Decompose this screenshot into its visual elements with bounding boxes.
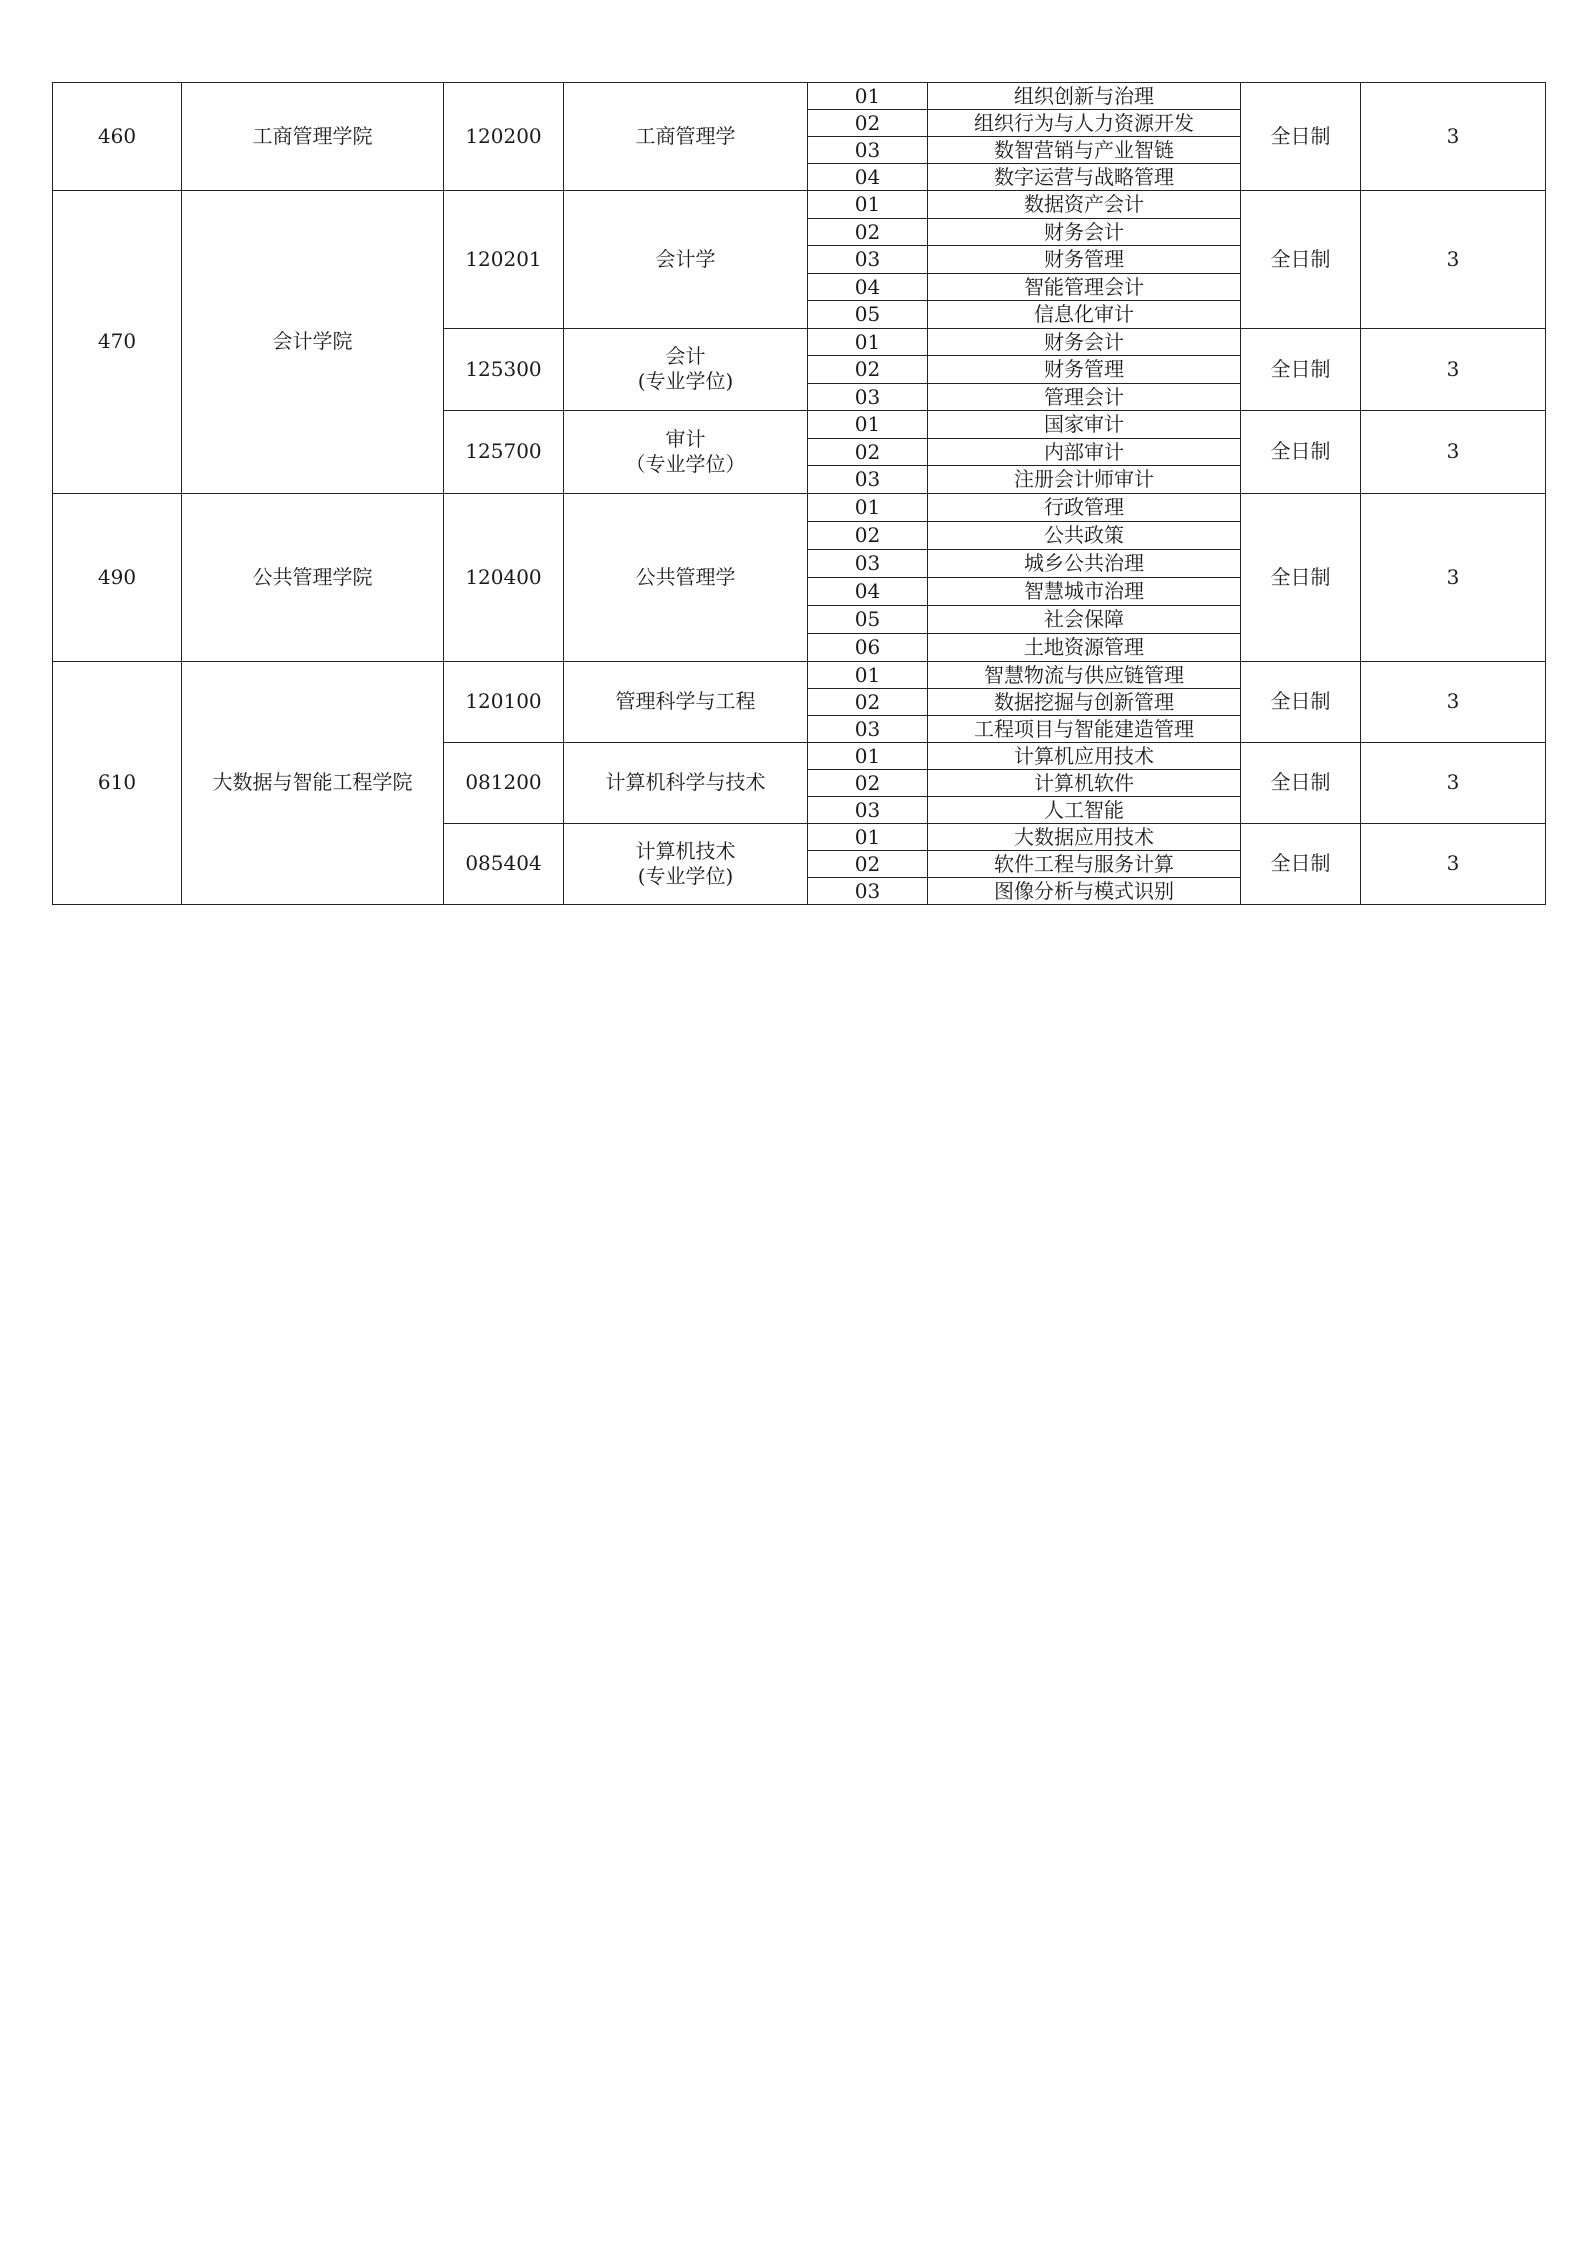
table-row bbox=[53, 493, 1546, 521]
major-name bbox=[564, 328, 808, 411]
direction-code: 04 bbox=[808, 164, 928, 191]
major-name bbox=[564, 823, 808, 904]
direction-name: 土地资源管理 bbox=[928, 633, 1241, 661]
major-name-text: 审计 bbox=[665, 426, 706, 451]
direction-name: 社会保障 bbox=[928, 605, 1241, 633]
direction-name: 内部审计 bbox=[928, 438, 1241, 466]
study-mode: 全日制 bbox=[1241, 328, 1361, 411]
direction-code: 06 bbox=[808, 633, 928, 661]
direction-name: 工程项目与智能建造管理 bbox=[928, 715, 1241, 742]
direction-code: 01 bbox=[808, 493, 928, 521]
study-years: 3 bbox=[1361, 411, 1546, 494]
direction-code: 01 bbox=[808, 83, 928, 110]
major-name bbox=[564, 742, 808, 823]
direction-name: 国家审计 bbox=[928, 411, 1241, 439]
study-years: 3 bbox=[1361, 661, 1546, 742]
direction-code: 01 bbox=[808, 742, 928, 769]
direction-code: 03 bbox=[808, 715, 928, 742]
direction-name: 组织行为与人力资源开发 bbox=[928, 110, 1241, 137]
study-years: 3 bbox=[1361, 823, 1546, 904]
direction-code: 02 bbox=[808, 218, 928, 246]
direction-name: 图像分析与模式识别 bbox=[928, 877, 1241, 904]
direction-code: 03 bbox=[808, 383, 928, 411]
major-name-text: 会计 bbox=[665, 344, 706, 369]
direction-name: 软件工程与服务计算 bbox=[928, 850, 1241, 877]
direction-code: 04 bbox=[808, 273, 928, 301]
major-code: 120100 bbox=[444, 661, 564, 742]
major-code: 085404 bbox=[444, 823, 564, 904]
major-code: 125700 bbox=[444, 411, 564, 494]
direction-name: 智慧物流与供应链管理 bbox=[928, 661, 1241, 688]
direction-name: 数据资产会计 bbox=[928, 191, 1241, 219]
direction-name: 行政管理 bbox=[928, 493, 1241, 521]
direction-code: 02 bbox=[808, 769, 928, 796]
direction-code: 01 bbox=[808, 328, 928, 356]
study-mode: 全日制 bbox=[1241, 191, 1361, 329]
study-years: 3 bbox=[1361, 328, 1546, 411]
direction-code: 02 bbox=[808, 110, 928, 137]
major-name-text: 会计学 bbox=[655, 246, 716, 271]
major-name bbox=[564, 411, 808, 494]
major-name bbox=[564, 493, 808, 661]
direction-name: 组织创新与治理 bbox=[928, 83, 1241, 110]
college-name: 公共管理学院 bbox=[182, 493, 444, 661]
study-years: 3 bbox=[1361, 191, 1546, 329]
major-name-text: 管理科学与工程 bbox=[615, 689, 756, 713]
major-name bbox=[564, 191, 808, 329]
college-name: 大数据与智能工程学院 bbox=[182, 661, 444, 904]
degree-type-label: (专业学位) bbox=[637, 369, 734, 394]
direction-name: 信息化审计 bbox=[928, 301, 1241, 329]
direction-name: 财务管理 bbox=[928, 356, 1241, 384]
direction-code: 01 bbox=[808, 661, 928, 688]
direction-name: 财务会计 bbox=[928, 328, 1241, 356]
direction-code: 03 bbox=[808, 877, 928, 904]
table-row bbox=[53, 191, 1546, 219]
direction-code: 03 bbox=[808, 137, 928, 164]
direction-code: 02 bbox=[808, 850, 928, 877]
direction-code: 04 bbox=[808, 577, 928, 605]
major-name-text: 计算机技术 bbox=[635, 838, 736, 863]
college-name: 工商管理学院 bbox=[182, 83, 444, 191]
major-code: 081200 bbox=[444, 742, 564, 823]
study-mode: 全日制 bbox=[1241, 83, 1361, 191]
major-code: 120400 bbox=[444, 493, 564, 661]
table-row bbox=[53, 83, 1546, 110]
direction-code: 01 bbox=[808, 191, 928, 219]
direction-name: 公共政策 bbox=[928, 521, 1241, 549]
degree-type-label: （专业学位） bbox=[625, 451, 746, 476]
direction-name: 智能管理会计 bbox=[928, 273, 1241, 301]
direction-code: 05 bbox=[808, 605, 928, 633]
major-name-text: 工商管理学 bbox=[635, 124, 736, 148]
direction-name: 财务会计 bbox=[928, 218, 1241, 246]
direction-code: 03 bbox=[808, 466, 928, 494]
direction-name: 注册会计师审计 bbox=[928, 466, 1241, 494]
direction-name: 人工智能 bbox=[928, 796, 1241, 823]
direction-name: 大数据应用技术 bbox=[928, 823, 1241, 850]
direction-name: 城乡公共治理 bbox=[928, 549, 1241, 577]
program-table bbox=[52, 82, 1546, 905]
study-mode: 全日制 bbox=[1241, 823, 1361, 904]
college-code: 460 bbox=[53, 83, 182, 191]
major-name-text: 计算机科学与技术 bbox=[605, 770, 766, 794]
direction-code: 03 bbox=[808, 796, 928, 823]
major-code: 120201 bbox=[444, 191, 564, 329]
major-name-text: 公共管理学 bbox=[635, 564, 736, 589]
college-code: 610 bbox=[53, 661, 182, 904]
study-mode: 全日制 bbox=[1241, 742, 1361, 823]
college-code: 470 bbox=[53, 191, 182, 494]
direction-name: 数字运营与战略管理 bbox=[928, 164, 1241, 191]
direction-code: 01 bbox=[808, 823, 928, 850]
degree-type-label: (专业学位) bbox=[637, 863, 734, 888]
direction-name: 财务管理 bbox=[928, 246, 1241, 274]
study-years: 3 bbox=[1361, 83, 1546, 191]
direction-name: 数据挖掘与创新管理 bbox=[928, 688, 1241, 715]
major-code: 120200 bbox=[444, 83, 564, 191]
major-code: 125300 bbox=[444, 328, 564, 411]
study-mode: 全日制 bbox=[1241, 661, 1361, 742]
direction-name: 管理会计 bbox=[928, 383, 1241, 411]
direction-name: 计算机软件 bbox=[928, 769, 1241, 796]
direction-code: 02 bbox=[808, 356, 928, 384]
table-row bbox=[53, 661, 1546, 688]
study-years: 3 bbox=[1361, 493, 1546, 661]
direction-code: 03 bbox=[808, 246, 928, 274]
direction-code: 05 bbox=[808, 301, 928, 329]
study-years: 3 bbox=[1361, 742, 1546, 823]
college-name: 会计学院 bbox=[182, 191, 444, 494]
direction-code: 01 bbox=[808, 411, 928, 439]
study-mode: 全日制 bbox=[1241, 411, 1361, 494]
direction-name: 计算机应用技术 bbox=[928, 742, 1241, 769]
direction-code: 03 bbox=[808, 549, 928, 577]
direction-code: 02 bbox=[808, 521, 928, 549]
study-mode: 全日制 bbox=[1241, 493, 1361, 661]
direction-code: 02 bbox=[808, 438, 928, 466]
direction-code: 02 bbox=[808, 688, 928, 715]
college-code: 490 bbox=[53, 493, 182, 661]
major-name bbox=[564, 661, 808, 742]
major-name bbox=[564, 83, 808, 191]
direction-name: 智慧城市治理 bbox=[928, 577, 1241, 605]
direction-name: 数智营销与产业智链 bbox=[928, 137, 1241, 164]
